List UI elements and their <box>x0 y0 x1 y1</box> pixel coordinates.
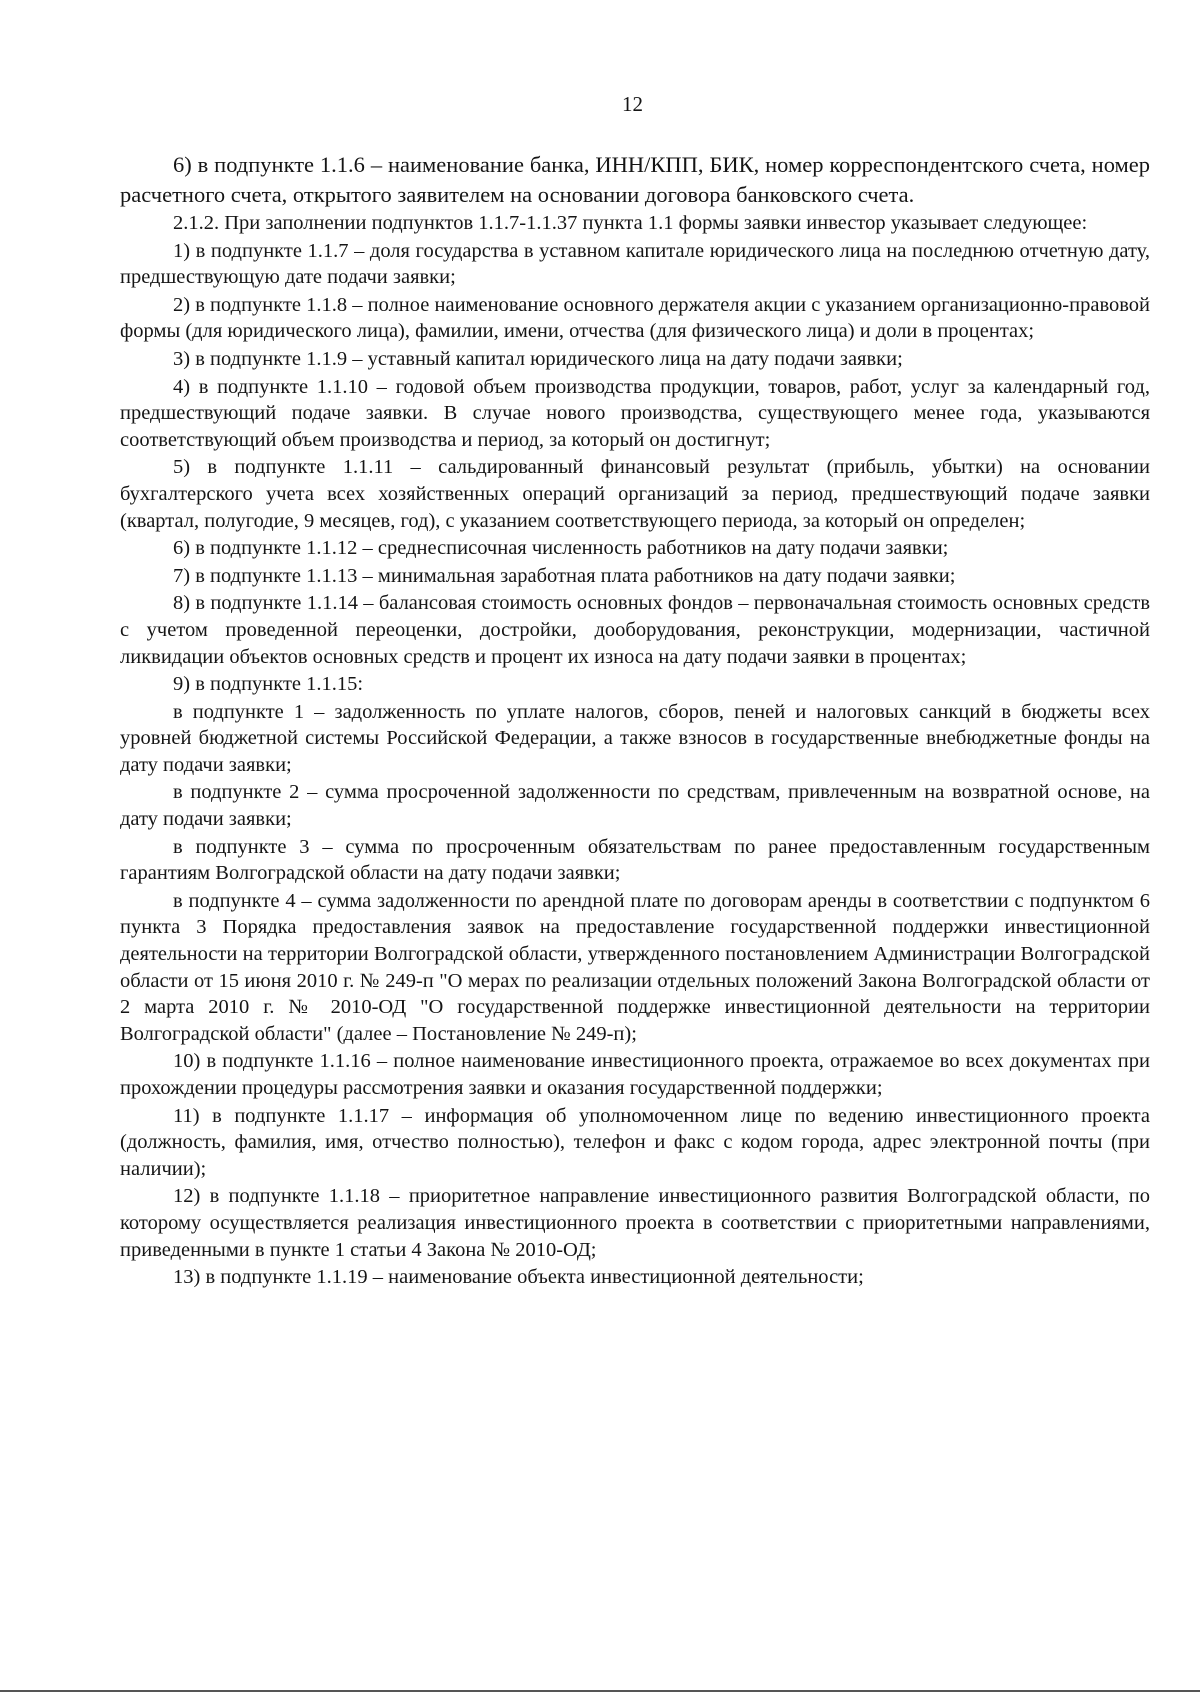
paragraph: 5) в подпункте 1.1.11 – сальдированный финансовый результат (прибыль, убытки) на основании бухгалтерского учета всех хозяйственных операций организаций за период, предшествующий подаче заявки (квартал, полугодие, 9 месяцев, год), с указанием соответствующего периода, за который он определен; <box>120 456 1150 532</box>
paragraph: 6) в подпункте 1.1.12 – среднесписочная численность работников на дату подачи заявки; <box>173 537 949 560</box>
paragraph: в подпункте 2 – сумма просроченной задолженности по средствам, привлеченным на возвратной основе, на дату подачи заявки; <box>120 781 1150 831</box>
page-bottom-rule <box>0 1690 1200 1692</box>
paragraph: 4) в подпункте 1.1.10 – годовой объем производства продукции, товаров, работ, услуг за календарный год, предшествующий подаче заявки. В случае нового производства, существующего менее года, указываются соответствующий объем производства и период, за который он достигнут; <box>120 375 1150 451</box>
page-number: 12 <box>622 92 643 116</box>
paragraph: 9) в подпункте 1.1.15: <box>173 673 364 696</box>
paragraph: 13) в подпункте 1.1.19 – наименование объекта инвестиционной деятельности; <box>173 1266 864 1289</box>
paragraph: в подпункте 3 – сумма по просроченным обязательствам по ранее предоставленным государственным гарантиям Волгоградской области на дату подачи заявки; <box>120 835 1150 885</box>
paragraph: 2) в подпункте 1.1.8 – полное наименование основного держателя акции с указанием организационно-правовой формы (для юридического лица), фамилии, имени, отчества (для физического лица) и доли в процентах; <box>120 293 1150 343</box>
paragraph: 12) в подпункте 1.1.18 – приоритетное направление инвестиционного развития Волгоградской области, по которому осуществляется реализация инвестиционного проекта в соответствии с приоритетными направлениями, приведенными в пункте 1 статьи 4 Закона № 2010-ОД; <box>120 1185 1150 1261</box>
paragraph: 11) в подпункте 1.1.17 – информация об уполномоченном лице по ведению инвестиционного проекта (должность, фамилия, имя, отчество полностью), телефон и факс с кодом города, адрес электронной почты (при наличии); <box>120 1104 1150 1180</box>
paragraph: 3) в подпункте 1.1.9 – уставный капитал юридического лица на дату подачи заявки; <box>173 347 903 370</box>
paragraph: в подпункте 1 – задолженность по уплате налогов, сборов, пеней и налоговых санкций в бюджеты всех уровней бюджетной системы Российской Федерации, а также взносов в государственные внебюджетные фонды на дату подачи заявки; <box>120 700 1150 776</box>
paragraph: 6) в подпункте 1.1.6 – наименование банка, ИНН/КПП, БИК, номер корреспондентского счета, номер расчетного счета, открытого заявителем на основании договора банковского счета. <box>120 152 1150 207</box>
paragraph: 1) в подпункте 1.1.7 – доля государства в уставном капитале юридического лица на последнюю отчетную дату, предшествующую дате подачи заявки; <box>120 239 1150 289</box>
paragraph: 7) в подпункте 1.1.13 – минимальная заработная плата работников на дату подачи заявки; <box>173 564 956 587</box>
paragraph: 10) в подпункте 1.1.16 – полное наименование инвестиционного проекта, отражаемое во всех документах при прохождении процедуры рассмотрения заявки и оказания государственной поддержки; <box>120 1050 1150 1099</box>
paragraph: в подпункте 4 – сумма задолженности по арендной плате по договорам аренды в соответствии с подпунктом 6 пункта 3 Порядка предоставления заявок на предоставление государственной поддержки инвестиционной деятельности на территории Волгоградской области, утвержденного постановлением Администрации Волгоградской области от 15 июня 2010 г. № 249-п "О мерах по реализации отдельных положений Закона Волгоградской области от 2 марта 2010 г. № 2010-ОД "О государственной поддержке инвестиционной деятельности на территории Волгоградской области" (далее – Постановление № 249-п); <box>120 889 1150 1045</box>
document-body <box>120 150 1150 1292</box>
paragraph: 8) в подпункте 1.1.14 – балансовая стоимость основных фондов – первоначальная стоимость основных средств с учетом проведенной переоценки, достройки, дооборудования, реконструкции, модернизации, частичной ликвидации объектов основных средств и процент их износа на дату подачи заявки в процентах; <box>120 592 1150 668</box>
paragraph: 2.1.2. При заполнении подпунктов 1.1.7-1.1.37 пункта 1.1 формы заявки инвестор указывает следующее: <box>173 212 1088 234</box>
